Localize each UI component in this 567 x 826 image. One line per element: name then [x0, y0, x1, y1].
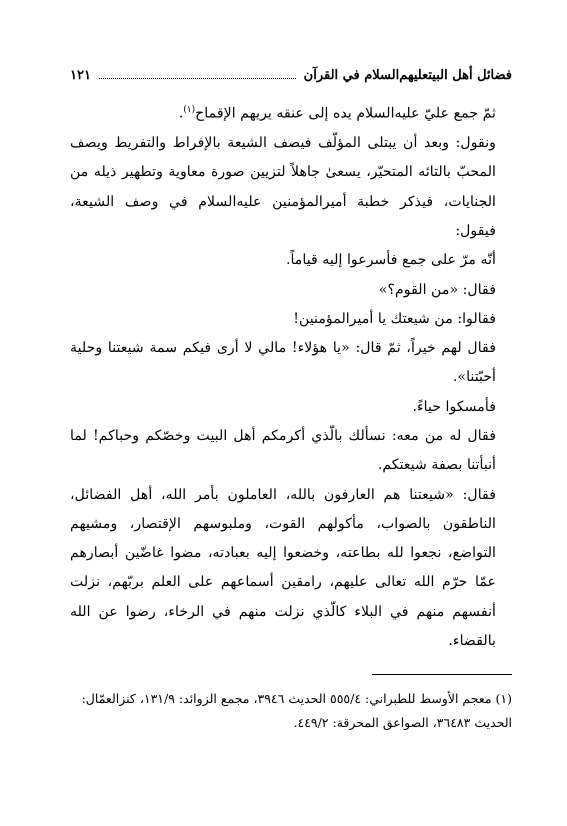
paragraph: فقال: «من القوم؟»	[378, 281, 496, 298]
header-title: فضائل أهل البيتعليهم‌السلام في القرآن	[303, 67, 512, 83]
footnotes	[70, 687, 512, 735]
footnote-marker: (١)	[183, 105, 196, 115]
running-header	[70, 66, 512, 84]
paragraph: فقال لهم خيراً، ثمّ قال: «يا هؤلاء! مالي لا أرى فيكم سمة شيعتنا وحلية أحبّتنا».	[70, 340, 496, 386]
paragraph: فقال: «شيعتنا هم العارفون بالله، العاملون بأمر الله، أهل الفضائل، الناطقون بالصواب، مأكولهم القوت، وملبوسهم الإقتصار، ومشيهم التواضع، نجعوا لله بطاعته، وخضعوا إليه بعبادته، مضوا غاضّين أبصارهم عمّا حرّم الله تعالى عليهم، رامقين أسماعهم على العلم بربّهم، نزلت أنفسهم منهم في البلاء كالّذي نزلت منهم في الرخاء، رضوا عن الله بالقضاء.	[70, 486, 496, 650]
footnote-separator	[372, 674, 512, 675]
body-text	[70, 96, 512, 656]
paragraph: فأمسكوا حياءً.	[412, 398, 496, 415]
paragraph: ونقول: وبعد أن يبتلى المؤلّف فيصف الشيعة بالإفراط والتفريط ويصف المحبّ بالتائه المتحيّر، يسعىٰ جاهلاً لتزيين صورة معاوية وتطهير ذيله من الجنايات، فيذكر خطبة أميرالمؤمنين عليه‌السلام في وصف الشيعة، فيقول:	[70, 135, 496, 239]
page-number: ١٢١	[70, 67, 91, 83]
paragraph: فقالوا: من شيعتك يا أميرالمؤمنين!	[293, 310, 496, 327]
footnote: (١) معجم الأوسط للطبراني: ٥٥٥/٤ الحديث ٣٩٤٦، مجمع الزوائد: ١٣١/٩، كنزالعمّال: الحديث ٣٦٤٨٣، الصواعق المحرقة: ٤٤٩/٢.	[81, 691, 512, 730]
header-dot-leader	[99, 78, 296, 79]
paragraph: فقال له من معه: نسألك بالّذي أكرمكم أهل البيت وخصّكم وحباكم! لما أنبأتنا بصفة شيعتكم.	[70, 428, 496, 474]
paragraph: أنّه مرّ على جمع فأسرعوا إليه قياماً.	[285, 252, 496, 269]
paragraph: ثمّ جمع عليّ عليه‌السلام يده إلى عنقه يريهم الإقماح$^{(١)}$.	[178, 105, 496, 122]
